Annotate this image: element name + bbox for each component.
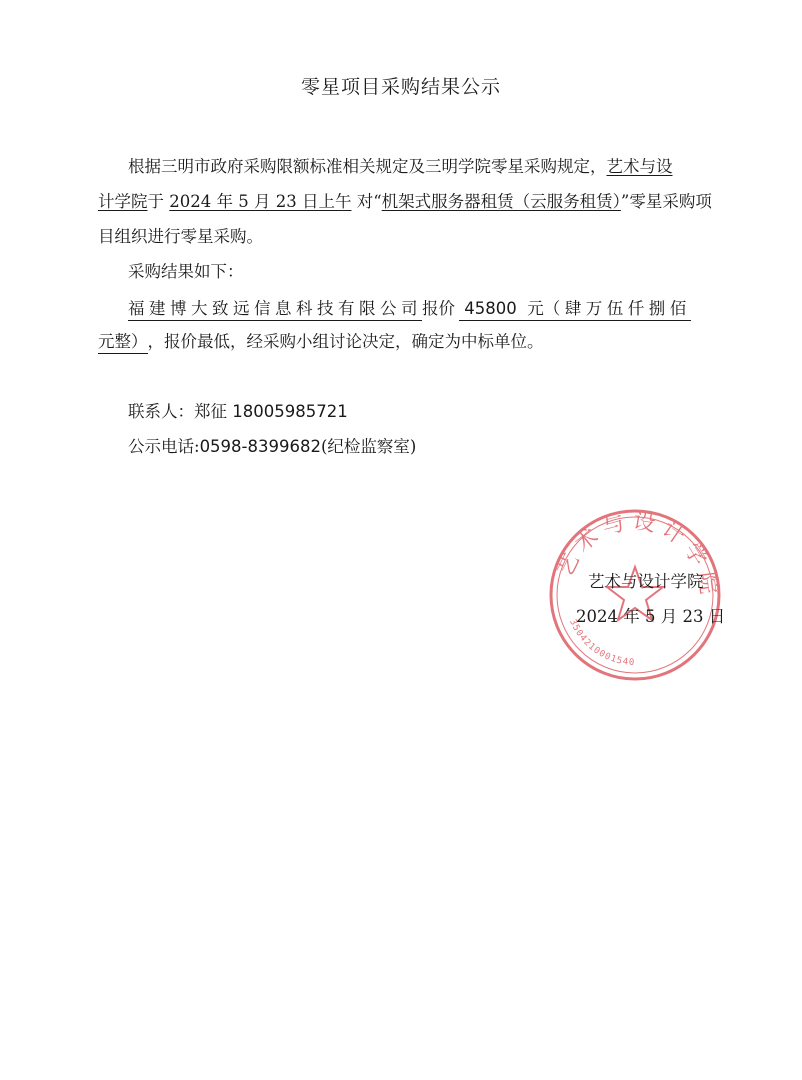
public-phone-dept: (纪检监察室): [321, 437, 417, 456]
contact-label: 联系人：郑征: [128, 402, 233, 421]
amount-in-words-end: 元整）: [98, 331, 148, 354]
procurement-item: 机架式服务器租赁（云服务租赁）: [381, 192, 621, 211]
public-phone-line: [128, 435, 416, 459]
official-seal: [545, 505, 725, 685]
contact-line: [128, 400, 348, 424]
org-name-underlined: 艺术与设: [606, 157, 673, 176]
paragraph-line-2: [98, 190, 712, 214]
amount-in-words: （肆万伍仟捌佰: [544, 298, 691, 321]
winning-company: 福建博大致远信息科技有限公司: [128, 298, 422, 321]
signature-org: 艺术与设计学院: [588, 572, 704, 591]
paragraph-line-3: 目组织进行零星采购。: [98, 227, 263, 246]
document-title: 零星项目采购结果公示: [300, 76, 501, 98]
price-label: 报价: [422, 299, 455, 318]
public-phone-value: 0598-8399682: [199, 437, 321, 456]
result-tail: ，报价最低，经采购小组讨论决定，确定为中标单位。: [147, 332, 544, 351]
seal-code-path: 3504210001540: [567, 617, 636, 669]
price-value: 45800 元: [459, 298, 544, 321]
signature-date: 2024 年 5 月 23 日: [576, 607, 726, 626]
para1-text: 于: [147, 192, 170, 211]
result-line-1: [128, 297, 691, 321]
para1-text: 对“: [351, 192, 382, 211]
para1-text: 根据三明市政府采购限额标准相关规定及三明学院零星采购规定，: [128, 157, 607, 176]
seal-text-path: 艺术与设计学院: [552, 508, 722, 602]
procurement-date: 2024 年 5 月 23 日上午: [169, 192, 352, 211]
results-heading: 采购结果如下：: [128, 262, 244, 281]
contact-phone: 18005985721: [232, 402, 348, 421]
para1-text: ”零星采购项: [620, 192, 712, 211]
result-line-2: [98, 330, 544, 354]
org-name-underlined-cont: 计学院: [98, 192, 148, 211]
public-phone-label: 公示电话:: [128, 437, 200, 456]
paragraph-line-1: [128, 155, 673, 179]
